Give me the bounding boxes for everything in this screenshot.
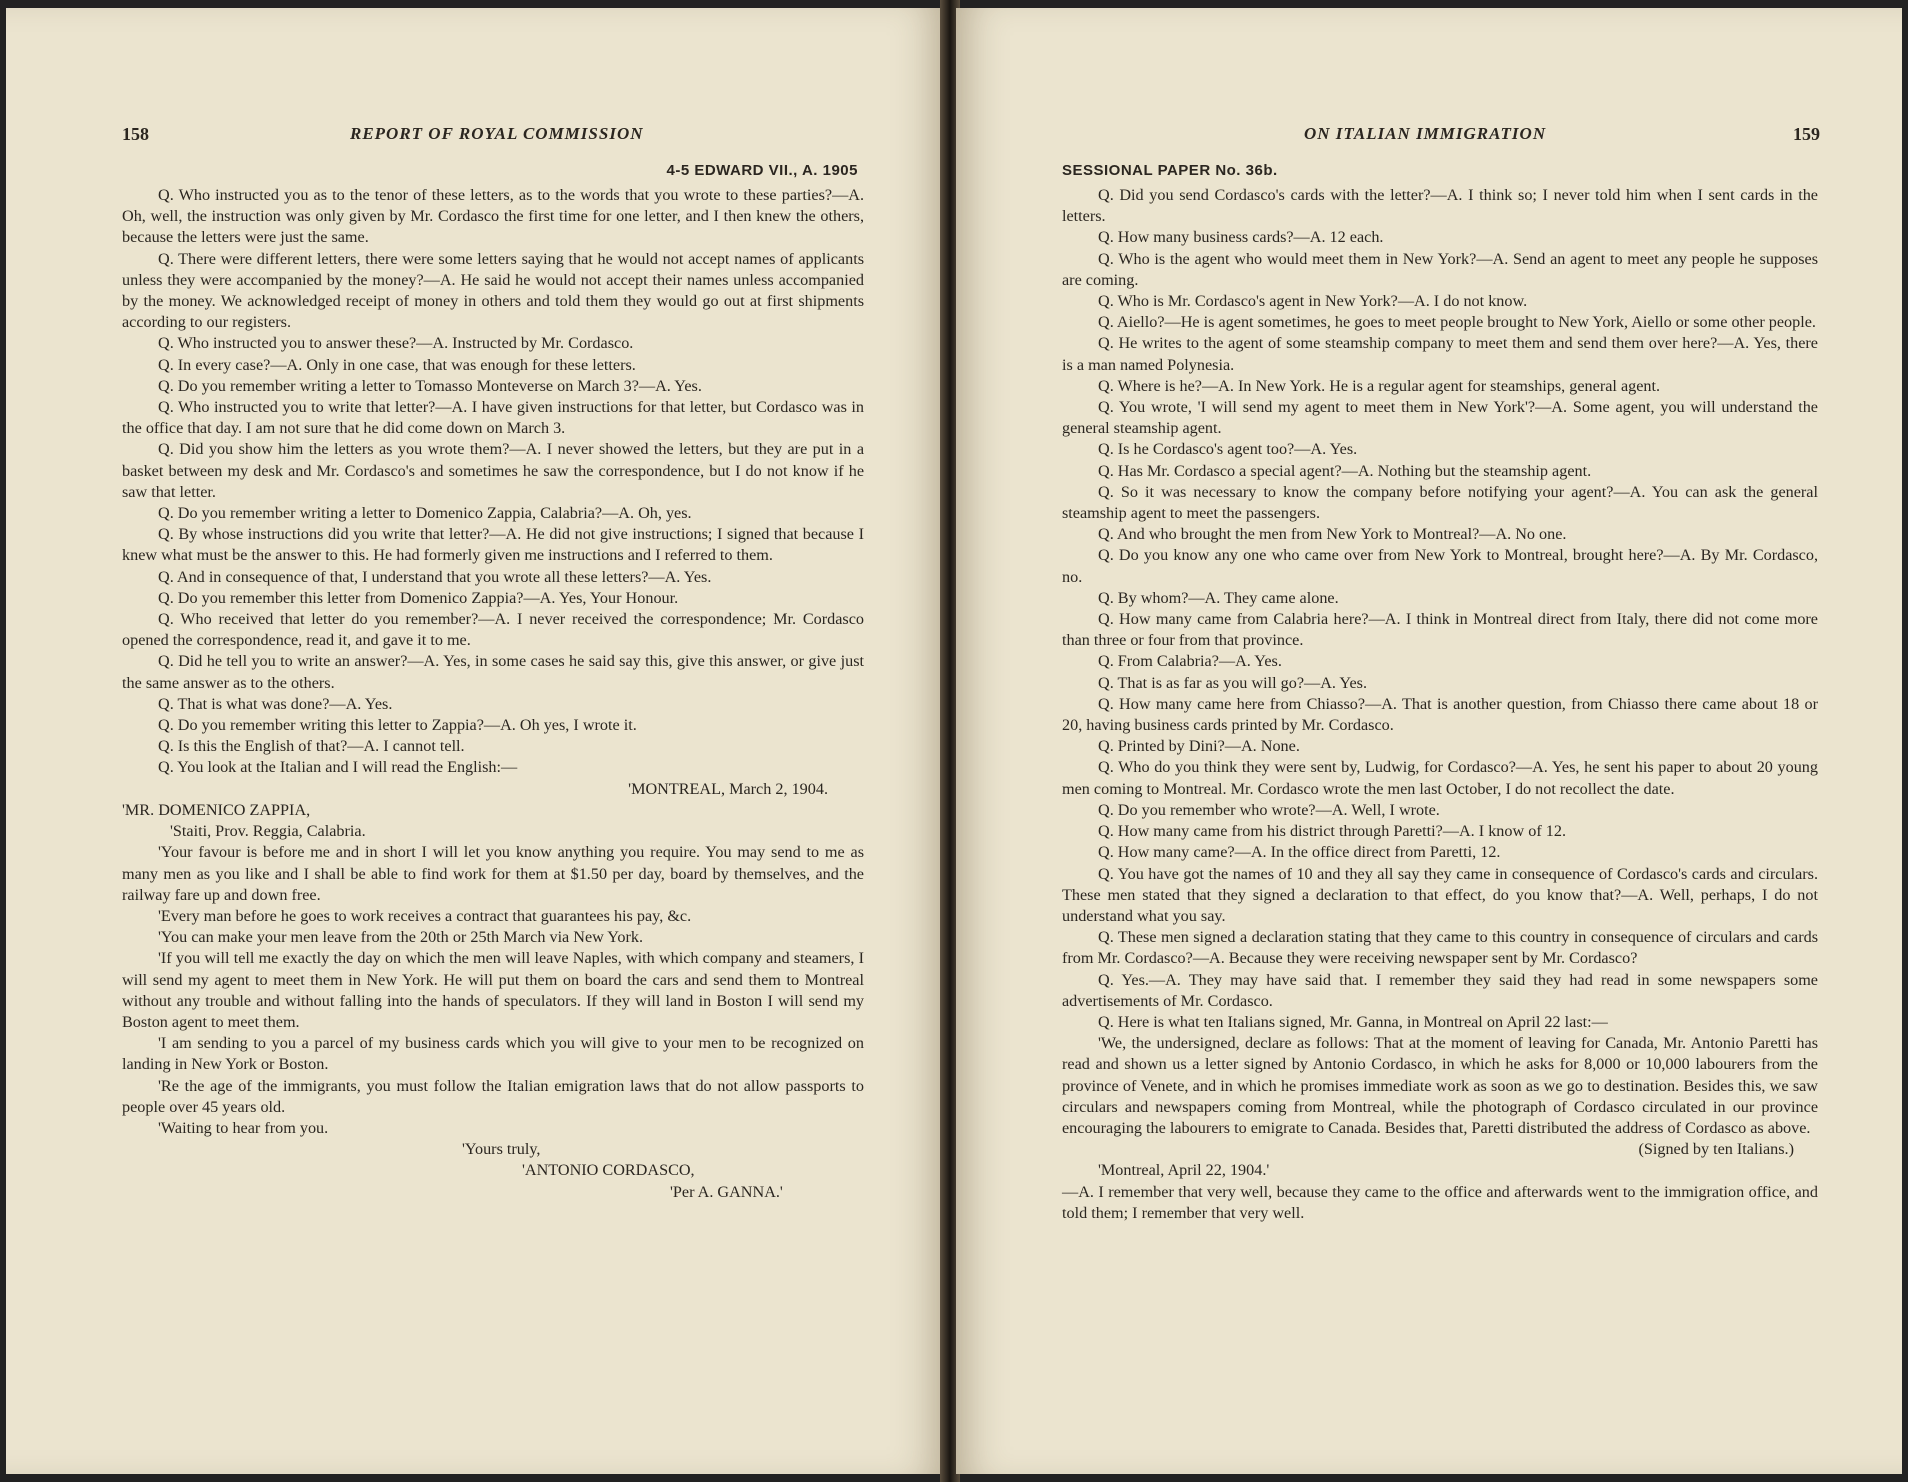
paragraph: Q. Printed by Dini?—A. None. xyxy=(1098,737,1300,756)
paragraph: Q. Is this the English of that?—A. I cannot tell. xyxy=(158,737,465,756)
paragraph: Q. He writes to the agent of some steamship company to meet them and send them over here?—A. Yes, there is a man named Polynesia. xyxy=(1062,334,1818,374)
paragraph: Q. Do you remember this letter from Domenico Zappia?—A. Yes, Your Honour. xyxy=(158,588,679,607)
letter-paragraph: 'Waiting to hear from you. xyxy=(158,1118,329,1137)
paragraph: Q. Do you know any one who came over from New York to Montreal, brought here?—A. By Mr. Cordasco, no. xyxy=(1062,546,1818,586)
paragraph: Q. These men signed a declaration stating that they came to this country in consequence of circulars and cards from Mr. Cordasco?—A. Because they were receiving newspaper sent by Mr. Cordasco? xyxy=(1062,928,1818,968)
paragraph: Q. And in consequence of that, I understand that you wrote all these letters?—A. Yes. xyxy=(158,567,712,586)
paragraph: Q. How many came from his district through Paretti?—A. I know of 12. xyxy=(1098,822,1566,841)
paragraph: Q. Did you send Cordasco's cards with the letter?—A. I think so; I never told him when I sent cards in the letters. xyxy=(1062,186,1818,226)
paragraph: Q. Who received that letter do you remember?—A. I never received the correspondence; Mr. Cordasco opened the correspondence, read it, and gave it to me. xyxy=(122,610,864,650)
paragraph: Q. How many came here from Chiasso?—A. That is another question, from Chiasso there came about 18 or 20, having business cards printed by Mr. Cordasco. xyxy=(1062,694,1818,735)
declaration-paragraph: 'We, the undersigned, declare as follows: That at the moment of leaving for Canada, Mr. Antonio Paretti has read and shown us a letter signed by Antonio Cordasco, in which he asks for 8,000 or 10,000 labourers from the province of Venete, and in which he promises immediate work as soon as we go to destination. Besides this, we saw circulars and newspapers coming from Montreal, while the photograph of Cordasco circulated in our province encouraging the labourers to emigrate to Canada. Besides that, Paretti distributed the address of Cordasco as above. xyxy=(1062,1034,1818,1137)
letter-address: 'Staiti, Prov. Reggia, Calabria. xyxy=(170,822,366,841)
letter-paragraph: 'Every man before he goes to work receives a contract that guarantees his pay, &c. xyxy=(158,906,692,925)
letter-paragraph: 'Your favour is before me and in short I will let you know anything you require. You may send to me as many men as you like and I shall be able to find work for them at $1.50 per day, board by themselves, and the railway fare up and down free. xyxy=(122,843,864,904)
letter-paragraph: 'You can make your men leave from the 20th or 25th March via New York. xyxy=(158,928,643,947)
paragraph: Q. You look at the Italian and I will read the English:— xyxy=(158,758,518,777)
right-page-number: 159 xyxy=(1793,124,1820,144)
paragraph: Q. In every case?—A. Only in one case, that was enough for these letters. xyxy=(158,355,636,374)
paragraph: Q. Who instructed you to write that letter?—A. I have given instructions for that letter, but Cordasco was in the office that day. I am not sure that he did come down on March 3. xyxy=(122,398,864,438)
paragraph: Q. So it was necessary to know the company before notifying your agent?—A. You can ask the general steamship agent to meet the passengers. xyxy=(1062,482,1818,523)
left-running-title: REPORT OF ROYAL COMMISSION xyxy=(350,124,644,143)
paragraph: Q. Do you remember writing a letter to Domenico Zappia, Calabria?—A. Oh, yes. xyxy=(158,504,692,523)
right-body-text xyxy=(1062,185,1818,1224)
paragraph: Q. You wrote, 'I will send my agent to meet them in New York'?—A. Some agent, you will understand the general steamship agent. xyxy=(1062,398,1818,438)
paragraph: Q. Who instructed you to answer these?—A. Instructed by Mr. Cordasco. xyxy=(158,334,634,353)
letter-signature: 'ANTONIO CORDASCO, xyxy=(522,1161,695,1180)
paragraph: Q. Aiello?—He is agent sometimes, he goes to meet people brought to New York, Aiello or some other people. xyxy=(1098,313,1816,332)
paragraph: Q. How many came from Calabria here?—A. I think in Montreal direct from Italy, there did not come more than three or four from that province. xyxy=(1062,610,1818,650)
right-series-label: SESSIONAL PAPER No. 36b. xyxy=(1062,162,1278,179)
paragraph: Q. Who is the agent who would meet them in New York?—A. Send an agent to meet any people he supposes are coming. xyxy=(1062,249,1818,289)
paragraph: Q. Here is what ten Italians signed, Mr. Ganna, in Montreal on April 22 last:— xyxy=(1098,1012,1608,1031)
paragraph: Q. And who brought the men from New York to Montreal?—A. No one. xyxy=(1098,525,1567,544)
right-running-head xyxy=(1062,124,1820,150)
paragraph: Q. How many came?—A. In the office direct from Paretti, 12. xyxy=(1098,843,1501,862)
letter-per-line: 'Per A. GANNA.' xyxy=(670,1182,783,1201)
paragraph: Q. Who instructed you as to the tenor of these letters, as to the words that you wrote to these parties?—A. Oh, well, the instruction was only given by Mr. Cordasco the first time for one letter, and I then knew the others, because the letters were just the same. xyxy=(122,186,864,247)
paragraph: Q. Is he Cordasco's agent too?—A. Yes. xyxy=(1098,440,1358,459)
letter-paragraph: 'Re the age of the immigrants, you must follow the Italian emigration laws that do not allow passports to people over 45 years old. xyxy=(122,1076,864,1116)
paragraph: Q. Where is he?—A. In New York. He is a regular agent for steamships, general agent. xyxy=(1098,376,1661,395)
paragraph: Q. Did he tell you to write an answer?—A. Yes, in some cases he said say this, give this answer, or give just the same answer as to the others. xyxy=(122,652,864,692)
final-paragraph: —A. I remember that very well, because they came to the office and afterwards went to the immigration office, and told them; I remember that very well. xyxy=(1062,1182,1818,1222)
paragraph: Q. Do you remember who wrote?—A. Well, I wrote. xyxy=(1098,800,1440,819)
paragraph: Q. Do you remember writing a letter to Tomasso Monteverse on March 3?—A. Yes. xyxy=(158,376,702,395)
paragraph: Q. You have got the names of 10 and they all say they came in consequence of Cordasco's cards and circulars. These men stated that they signed a declaration to that effect, do you know that?—A. Well, perhaps, I do not understand what you say. xyxy=(1062,864,1818,925)
left-body-text xyxy=(122,185,864,1203)
paragraph: Q. By whom?—A. They came alone. xyxy=(1098,588,1339,607)
paragraph: Q. Did you show him the letters as you wrote them?—A. I never showed the letters, but they are put in a basket between my desk and Mr. Cordasco's and sometimes he saw the correspondence, but I do not know if he saw that letter. xyxy=(122,440,864,501)
paragraph: Q. Yes.—A. They may have said that. I remember they said they had read in some newspapers some advertisements of Mr. Cordasco. xyxy=(1062,970,1818,1010)
left-running-head xyxy=(122,124,896,150)
letter-dateline: 'MONTREAL, March 2, 1904. xyxy=(628,779,828,798)
signed-note: (Signed by ten Italians.) xyxy=(1638,1140,1794,1159)
letter-closing: 'Yours truly, xyxy=(462,1140,541,1159)
paragraph: Q. By whose instructions did you write that letter?—A. He did not give instructions; I signed that because I knew what must be the answer to this. He had formerly given me instructions and I referred to them. xyxy=(122,525,864,565)
letter-addressee: 'MR. DOMENICO ZAPPIA, xyxy=(122,800,311,819)
paragraph: Q. There were different letters, there were some letters saying that he would not accept names of applicants unless they were accompanied by the money?—A. He said he would not accept their names unless accompanied by the money. We acknowledged receipt of money in others and told them they would go out at first shipments according to our registers. xyxy=(122,249,864,332)
right-page xyxy=(956,8,1902,1474)
paragraph: Q. Who is Mr. Cordasco's agent in New York?—A. I do not know. xyxy=(1098,292,1528,311)
paragraph: Q. That is what was done?—A. Yes. xyxy=(158,694,393,713)
paragraph: Q. Has Mr. Cordasco a special agent?—A. Nothing but the steamship agent. xyxy=(1098,461,1592,480)
paragraph: Q. Do you remember writing this letter to Zappia?—A. Oh yes, I wrote it. xyxy=(158,716,637,735)
left-page xyxy=(6,8,944,1474)
paragraph: Q. That is as far as you will go?—A. Yes. xyxy=(1098,673,1368,692)
letter-paragraph: 'I am sending to you a parcel of my business cards which you will give to your men to be recognized on landing in New York or Boston. xyxy=(122,1034,864,1074)
left-page-number: 158 xyxy=(122,124,149,144)
paragraph: Q. Who do you think they were sent by, Ludwig, for Cordasco?—A. Yes, he sent his paper to about 20 young men coming to Montreal. Mr. Cordasco wrote the men last October, I do not recollect the date. xyxy=(1062,758,1818,798)
paragraph: Q. From Calabria?—A. Yes. xyxy=(1098,652,1282,671)
paragraph: Q. How many business cards?—A. 12 each. xyxy=(1098,228,1384,247)
left-series-label: 4-5 EDWARD VII., A. 1905 xyxy=(666,162,858,179)
right-running-title: ON ITALIAN IMMIGRATION xyxy=(1304,124,1547,143)
letter-paragraph: 'If you will tell me exactly the day on which the men will leave Naples, with which company and steamers, I will send my agent to meet them in New York. He will put them on board the cars and send them to Montreal without any trouble and without falling into the hands of speculators. If they will land in Boston I will send my Boston agent to meet them. xyxy=(122,949,864,1031)
date-note: 'Montreal, April 22, 1904.' xyxy=(1098,1161,1270,1180)
